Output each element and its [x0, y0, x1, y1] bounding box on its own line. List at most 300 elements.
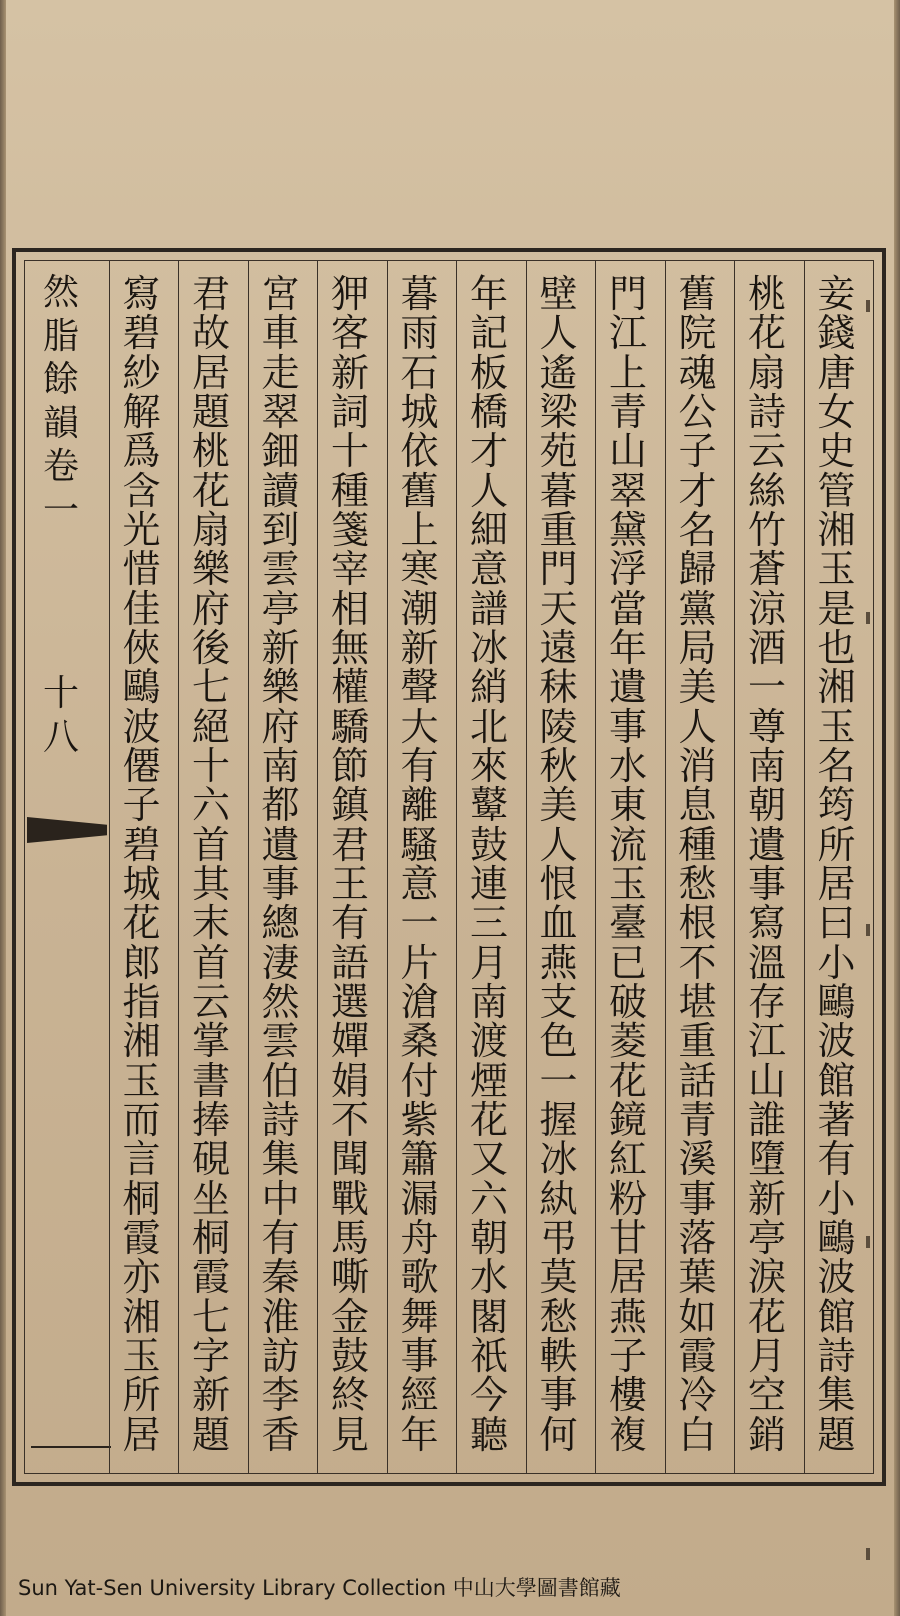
text-char: 事 — [400, 1333, 439, 1378]
text-char: 秦 — [261, 1255, 300, 1300]
text-char: 聽 — [470, 1412, 509, 1457]
text-char: 云 — [192, 979, 231, 1024]
text-char: 又 — [470, 1137, 509, 1182]
text-char: 樂 — [192, 547, 231, 592]
fishtail-ornament — [27, 817, 107, 843]
page-edge-left — [0, 0, 6, 1616]
text-char: 今 — [470, 1373, 509, 1418]
text-char: 不 — [678, 940, 717, 985]
text-char: 酒 — [748, 625, 787, 670]
text-char: 聞 — [331, 1137, 370, 1182]
text-char: 鷗 — [817, 979, 856, 1024]
text-char: 扇 — [192, 507, 231, 552]
text-char: 已 — [609, 940, 648, 985]
text-char: 南 — [748, 743, 787, 788]
text-char: 石 — [400, 350, 439, 395]
text-char: 城 — [122, 861, 161, 906]
text-char: 居 — [609, 1255, 648, 1300]
text-char: 愁 — [539, 1294, 578, 1339]
text-char: 館 — [817, 1294, 856, 1339]
text-char: 節 — [331, 743, 370, 788]
text-char: 歸 — [678, 547, 717, 592]
text-char: 淒 — [261, 940, 300, 985]
text-char: 年 — [400, 1412, 439, 1457]
text-char: 青 — [609, 389, 648, 434]
text-char: 南 — [261, 743, 300, 788]
text-char: 潮 — [400, 586, 439, 631]
text-char: 香 — [261, 1412, 300, 1457]
text-char: 樂 — [261, 665, 300, 710]
text-char: 門 — [609, 272, 648, 316]
text-char: 首 — [192, 822, 231, 867]
text-char: 鼙 — [470, 783, 509, 828]
text-char: 握 — [539, 1097, 578, 1142]
library-credit: Sun Yat-Sen University Library Collection 中山大學圖書館藏 — [18, 1576, 621, 1600]
text-char: 水 — [609, 743, 648, 788]
text-char: 燕 — [539, 940, 578, 985]
text-char: 歌 — [400, 1255, 439, 1300]
text-char: 院 — [678, 311, 717, 356]
text-char: 著 — [817, 1097, 856, 1142]
text-char: 車 — [261, 311, 300, 356]
text-char: 是 — [817, 586, 856, 631]
text-char: 漏 — [400, 1176, 439, 1221]
text-char: 閣 — [470, 1294, 509, 1339]
text-char: 題 — [192, 389, 231, 434]
text-char: 燕 — [609, 1294, 648, 1339]
text-char: 館 — [817, 1058, 856, 1103]
text-char: 離 — [400, 783, 439, 828]
text-char: 詩 — [261, 1097, 300, 1142]
text-char: 權 — [331, 665, 370, 710]
text-char: 六 — [470, 1176, 509, 1221]
text-char: 湘 — [817, 665, 856, 710]
text-char: 事 — [261, 861, 300, 906]
text-column — [122, 272, 161, 1457]
text-char: 唐 — [817, 350, 856, 395]
column-divider — [734, 261, 735, 1473]
text-char: 也 — [817, 625, 856, 670]
text-char: 子 — [678, 429, 717, 474]
text-char: 十 — [192, 743, 231, 788]
text-char: 小 — [817, 940, 856, 985]
text-char: 府 — [261, 704, 300, 749]
text-char: 事 — [748, 861, 787, 906]
column-divider — [317, 261, 318, 1473]
text-char: 桐 — [122, 1176, 161, 1221]
text-char: 人 — [678, 704, 717, 749]
text-char: 月 — [470, 940, 509, 985]
text-char: 居 — [192, 350, 231, 395]
margin-volume-char: 卷 — [43, 446, 80, 487]
text-char: 寒 — [400, 547, 439, 592]
text-char: 堪 — [678, 979, 717, 1024]
text-char: 白 — [678, 1412, 717, 1457]
text-char: 詩 — [817, 1333, 856, 1378]
text-char: 血 — [539, 901, 578, 946]
text-char: 小 — [817, 1176, 856, 1221]
text-char: 有 — [817, 1137, 856, 1182]
text-char: 末 — [192, 901, 231, 946]
text-char: 寫 — [748, 901, 787, 946]
text-char: 蒼 — [748, 547, 787, 592]
text-char: 溪 — [678, 1137, 717, 1182]
text-char: 然 — [261, 979, 300, 1024]
text-char: 女 — [817, 389, 856, 434]
text-char: 雨 — [400, 311, 439, 356]
text-char: 爲 — [122, 429, 161, 474]
text-char: 記 — [470, 311, 509, 356]
text-char: 黛 — [609, 507, 648, 552]
text-char: 集 — [261, 1137, 300, 1182]
text-char: 溫 — [748, 940, 787, 985]
text-char: 舟 — [400, 1215, 439, 1260]
text-char: 十 — [331, 429, 370, 474]
column-divider — [804, 261, 805, 1473]
text-char: 戰 — [331, 1176, 370, 1221]
text-char: 陵 — [539, 704, 578, 749]
text-char: 鈿 — [261, 429, 300, 474]
text-column — [192, 272, 231, 1457]
text-char: 寫 — [122, 272, 161, 316]
text-char: 重 — [539, 507, 578, 552]
text-char: 書 — [192, 1058, 231, 1103]
text-char: 祇 — [470, 1333, 509, 1378]
text-char: 捧 — [192, 1097, 231, 1142]
text-column — [609, 272, 648, 1457]
text-frame — [12, 248, 886, 1486]
text-char: 花 — [122, 901, 161, 946]
text-char: 居 — [122, 1412, 161, 1457]
text-char: 一 — [539, 1058, 578, 1103]
text-char: 居 — [817, 861, 856, 906]
text-char: 江 — [748, 1019, 787, 1064]
text-char: 碧 — [122, 822, 161, 867]
text-char: 梁 — [539, 389, 578, 434]
text-char: 子 — [122, 783, 161, 828]
text-char: 語 — [331, 940, 370, 985]
text-char: 王 — [331, 861, 370, 906]
text-char: 上 — [609, 350, 648, 395]
text-char: 渡 — [470, 1019, 509, 1064]
text-char: 一 — [748, 665, 787, 710]
text-char: 上 — [400, 507, 439, 552]
column-divider — [665, 261, 666, 1473]
text-char: 事 — [539, 1373, 578, 1418]
text-char: 霞 — [122, 1215, 161, 1260]
text-char: 大 — [400, 704, 439, 749]
text-char: 遺 — [609, 665, 648, 710]
text-char: 鷗 — [122, 665, 161, 710]
text-char: 銷 — [748, 1412, 787, 1457]
text-char: 冷 — [678, 1373, 717, 1418]
column-divider — [109, 261, 110, 1473]
text-char: 門 — [539, 547, 578, 592]
text-char: 走 — [261, 350, 300, 395]
text-char: 玉 — [122, 1058, 161, 1103]
text-char: 波 — [817, 1019, 856, 1064]
text-char: 不 — [331, 1097, 370, 1142]
text-char: 史 — [817, 429, 856, 474]
text-char: 有 — [261, 1215, 300, 1260]
text-column — [748, 272, 787, 1457]
text-char: 硯 — [192, 1137, 231, 1182]
text-char: 舊 — [400, 468, 439, 513]
text-char: 掌 — [192, 1019, 231, 1064]
text-char: 山 — [609, 429, 648, 474]
text-char: 後 — [192, 625, 231, 670]
text-char: 葉 — [678, 1255, 717, 1300]
text-char: 月 — [748, 1333, 787, 1378]
text-char: 臺 — [609, 901, 648, 946]
column-divider — [526, 261, 527, 1473]
text-char: 筠 — [817, 783, 856, 828]
text-char: 金 — [331, 1294, 370, 1339]
text-char: 桐 — [192, 1215, 231, 1260]
text-char: 嬋 — [331, 1019, 370, 1064]
text-char: 馬 — [331, 1215, 370, 1260]
text-char: 色 — [539, 1019, 578, 1064]
text-char: 種 — [678, 822, 717, 867]
text-char: 客 — [331, 311, 370, 356]
text-char: 鼓 — [331, 1333, 370, 1378]
text-char: 鎮 — [331, 783, 370, 828]
text-column — [817, 272, 856, 1457]
text-char: 山 — [748, 1058, 787, 1103]
text-char: 有 — [331, 901, 370, 946]
text-char: 年 — [609, 625, 648, 670]
text-char: 青 — [678, 1097, 717, 1142]
text-char: 局 — [678, 625, 717, 670]
margin-title-char: 餘 — [43, 359, 80, 400]
text-char: 集 — [817, 1373, 856, 1418]
text-char: 尊 — [748, 704, 787, 749]
text-char: 騷 — [400, 822, 439, 867]
text-char: 字 — [192, 1333, 231, 1378]
text-char: 竹 — [748, 507, 787, 552]
text-char: 驕 — [331, 704, 370, 749]
text-char: 娟 — [331, 1058, 370, 1103]
text-char: 消 — [678, 743, 717, 788]
text-char: 重 — [678, 1019, 717, 1064]
text-char: 花 — [748, 1294, 787, 1339]
text-char: 終 — [331, 1373, 370, 1418]
text-char: 名 — [678, 507, 717, 552]
text-char: 中 — [261, 1176, 300, 1221]
text-char: 水 — [470, 1255, 509, 1300]
text-char: 人 — [539, 311, 578, 356]
text-char: 桃 — [748, 272, 787, 316]
text-char: 事 — [678, 1176, 717, 1221]
text-char: 恨 — [539, 861, 578, 906]
text-char: 子 — [609, 1333, 648, 1378]
text-column — [678, 272, 717, 1457]
text-char: 朝 — [748, 783, 787, 828]
text-char: 亭 — [261, 586, 300, 631]
text-char: 曰 — [817, 901, 856, 946]
text-char: 菱 — [609, 1019, 648, 1064]
text-char: 意 — [400, 861, 439, 906]
text-char: 湘 — [122, 1294, 161, 1339]
text-char: 付 — [400, 1058, 439, 1103]
text-char: 而 — [122, 1097, 161, 1142]
text-char: 妾 — [817, 272, 856, 316]
text-column — [331, 272, 370, 1457]
text-char: 冰 — [470, 625, 509, 670]
text-char: 複 — [609, 1412, 648, 1457]
text-char: 花 — [609, 1058, 648, 1103]
text-char: 黨 — [678, 586, 717, 631]
text-char: 息 — [678, 783, 717, 828]
text-char: 惜 — [122, 547, 161, 592]
margin-title-char: 然 — [43, 272, 80, 313]
text-char: 光 — [122, 507, 161, 552]
text-char: 七 — [192, 665, 231, 710]
text-char: 君 — [331, 822, 370, 867]
text-char: 綃 — [470, 665, 509, 710]
text-char: 朝 — [470, 1215, 509, 1260]
text-char: 誰 — [748, 1097, 787, 1142]
text-char: 七 — [192, 1294, 231, 1339]
text-char: 言 — [122, 1137, 161, 1182]
text-char: 種 — [331, 468, 370, 513]
text-char: 人 — [470, 468, 509, 513]
text-char: 選 — [331, 979, 370, 1024]
text-char: 紗 — [122, 350, 161, 395]
text-char: 軼 — [539, 1333, 578, 1378]
text-char: 名 — [817, 743, 856, 788]
text-char: 鼓 — [470, 822, 509, 867]
text-char: 城 — [400, 389, 439, 434]
text-char: 經 — [400, 1373, 439, 1418]
text-char: 見 — [331, 1412, 370, 1457]
text-char: 才 — [470, 429, 509, 474]
text-char: 來 — [470, 743, 509, 788]
text-char: 碧 — [122, 311, 161, 356]
text-char: 花 — [192, 468, 231, 513]
text-char: 所 — [122, 1373, 161, 1418]
text-char: 遺 — [748, 822, 787, 867]
text-char: 宰 — [331, 547, 370, 592]
text-char: 狎 — [331, 272, 370, 316]
text-char: 當 — [609, 586, 648, 631]
text-char: 指 — [122, 979, 161, 1024]
text-char: 霞 — [678, 1333, 717, 1378]
text-char: 都 — [261, 783, 300, 828]
text-char: 玉 — [817, 547, 856, 592]
text-char: 新 — [748, 1176, 787, 1221]
text-char: 詞 — [331, 389, 370, 434]
text-char: 桃 — [192, 429, 231, 474]
text-char: 鷗 — [817, 1215, 856, 1260]
text-char: 苑 — [539, 429, 578, 474]
text-char: 總 — [261, 901, 300, 946]
column-divider — [456, 261, 457, 1473]
text-char: 桑 — [400, 1019, 439, 1064]
text-char: 秋 — [539, 743, 578, 788]
text-char: 首 — [192, 940, 231, 985]
text-char: 俠 — [122, 625, 161, 670]
text-char: 浮 — [609, 547, 648, 592]
text-char: 樓 — [609, 1373, 648, 1418]
margin-rule — [31, 1446, 111, 1448]
text-char: 依 — [400, 429, 439, 474]
text-char: 意 — [470, 547, 509, 592]
text-char: 莫 — [539, 1255, 578, 1300]
text-char: 錢 — [817, 311, 856, 356]
margin-folio-char: 八 — [43, 716, 80, 758]
text-char: 云 — [748, 429, 787, 474]
text-char: 玉 — [817, 704, 856, 749]
text-char: 流 — [609, 822, 648, 867]
text-char: 詩 — [748, 389, 787, 434]
text-char: 紈 — [539, 1176, 578, 1221]
text-char: 根 — [678, 901, 717, 946]
text-char: 暮 — [539, 468, 578, 513]
text-char: 花 — [470, 1097, 509, 1142]
text-char: 相 — [331, 586, 370, 631]
text-char: 伯 — [261, 1058, 300, 1103]
text-char: 絕 — [192, 704, 231, 749]
text-char: 到 — [261, 507, 300, 552]
text-char: 人 — [539, 822, 578, 867]
text-char: 鏡 — [609, 1097, 648, 1142]
text-char: 讀 — [261, 468, 300, 513]
text-char: 淮 — [261, 1294, 300, 1339]
text-char: 君 — [192, 272, 231, 316]
text-char: 板 — [470, 350, 509, 395]
page-edge-right — [894, 0, 900, 1616]
text-char: 新 — [192, 1373, 231, 1418]
text-char: 滄 — [400, 979, 439, 1024]
column-divider — [248, 261, 249, 1473]
text-char: 箋 — [331, 507, 370, 552]
text-char: 魂 — [678, 350, 717, 395]
text-char: 連 — [470, 861, 509, 906]
text-char: 支 — [539, 979, 578, 1024]
text-char: 弔 — [539, 1215, 578, 1260]
text-char: 譜 — [470, 586, 509, 631]
text-char: 東 — [609, 783, 648, 828]
text-char: 遙 — [539, 350, 578, 395]
text-column — [539, 272, 578, 1457]
margin-column — [43, 272, 80, 1455]
text-char: 霞 — [192, 1255, 231, 1300]
text-char: 佳 — [122, 586, 161, 631]
text-char: 空 — [748, 1373, 787, 1418]
text-char: 舊 — [678, 272, 717, 316]
text-char: 新 — [261, 625, 300, 670]
text-char: 嘶 — [331, 1255, 370, 1300]
text-char: 波 — [122, 704, 161, 749]
text-char: 美 — [678, 665, 717, 710]
text-char: 一 — [400, 901, 439, 946]
text-char: 紅 — [609, 1137, 648, 1182]
text-column — [470, 272, 509, 1457]
text-char: 所 — [817, 822, 856, 867]
text-char: 冰 — [539, 1137, 578, 1182]
text-char: 公 — [678, 389, 717, 434]
text-char: 秣 — [539, 665, 578, 710]
margin-volume-char: 一 — [43, 489, 80, 531]
text-char: 波 — [817, 1255, 856, 1300]
column-divider — [387, 261, 388, 1473]
text-char: 墮 — [748, 1137, 787, 1182]
text-char: 簫 — [400, 1137, 439, 1182]
text-char: 涼 — [748, 586, 787, 631]
text-char: 遺 — [261, 822, 300, 867]
text-char: 煙 — [470, 1058, 509, 1103]
